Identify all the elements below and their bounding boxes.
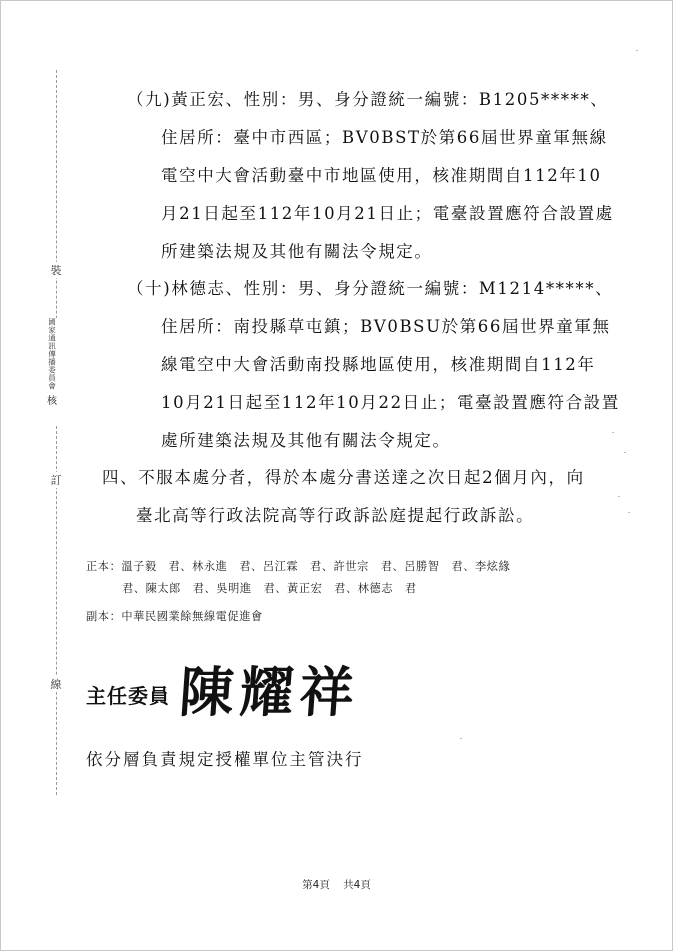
page-footer — [0, 877, 673, 892]
item-nine — [127, 81, 614, 271]
scan-speck — [628, 512, 630, 513]
item-ten-line: 處所建築法規及其他有關法令規定。 — [161, 431, 451, 450]
copy-recipients-line: 副本：中華民國業餘無線電促進會 — [86, 610, 263, 623]
binding-mark-top: 裝 — [47, 262, 65, 278]
section-four-line: 四、不服本處分者，得於本處分書送達之次日起2個月內，向 — [102, 468, 585, 487]
binding-mark-bottom: 線 — [47, 676, 65, 692]
side-stamp-text: 國家通訊傳播委員會 — [47, 318, 57, 390]
original-recipients-line: 正本：溫子毅 君、林永進 君、呂江霖 君、許世宗 君、呂勝智 君、李炫緣 — [86, 560, 511, 573]
item-ten-line: （十)林德志、性別：男、身分證統一編號：M1214*****、 — [127, 279, 614, 298]
scan-speck — [624, 452, 626, 453]
side-stamp — [40, 318, 64, 426]
item-ten-line: 住居所：南投縣草屯鎮；BV0BSU於第66屆世界童軍無 — [161, 317, 611, 336]
item-nine-line: 月21日起至112年10月21日止；電臺設置應符合設置處 — [161, 204, 614, 223]
item-nine-line: 所建築法規及其他有關法令規定。 — [161, 242, 433, 261]
page-number-total: 共4頁 — [343, 879, 371, 891]
original-recipients-line: 君、陳太郎 君、吳明進 君、黃正宏 君、林德志 君 — [122, 582, 417, 595]
side-stamp-seal: 核 — [47, 396, 57, 407]
scan-speck — [612, 432, 614, 433]
page-number-current: 第4頁 — [302, 879, 330, 891]
scan-speck — [636, 50, 638, 51]
section-four-line: 臺北高等行政法院高等行政訴訟庭提起行政訴訟。 — [136, 506, 535, 525]
delegation-note: 依分層負責規定授權單位主管決行 — [86, 750, 364, 769]
recipients-block — [86, 556, 510, 628]
item-nine-line: （九)黃正宏、性別：男、身分證統一編號：B1205*****、 — [127, 90, 609, 109]
binding-mark-middle: 訂 — [47, 472, 65, 488]
item-nine-line: 電空中大會活動臺中市地區使用，核准期間自112年10 — [161, 166, 602, 185]
scan-speck — [618, 496, 620, 497]
item-nine-line: 住居所：臺中市西區；BV0BST於第66屆世界童軍無線 — [161, 128, 608, 147]
section-four — [102, 459, 585, 535]
item-ten-line: 10月21日起至112年10月22日止；電臺設置應符合設置 — [161, 393, 620, 412]
signatory-title: 主任委員 — [86, 684, 170, 708]
item-ten-line: 線電空中大會活動南投縣地區使用，核准期間自112年 — [161, 355, 596, 374]
signatory-name: 陳耀祥 — [177, 661, 362, 724]
scan-speck — [460, 738, 462, 739]
item-ten — [127, 270, 620, 460]
